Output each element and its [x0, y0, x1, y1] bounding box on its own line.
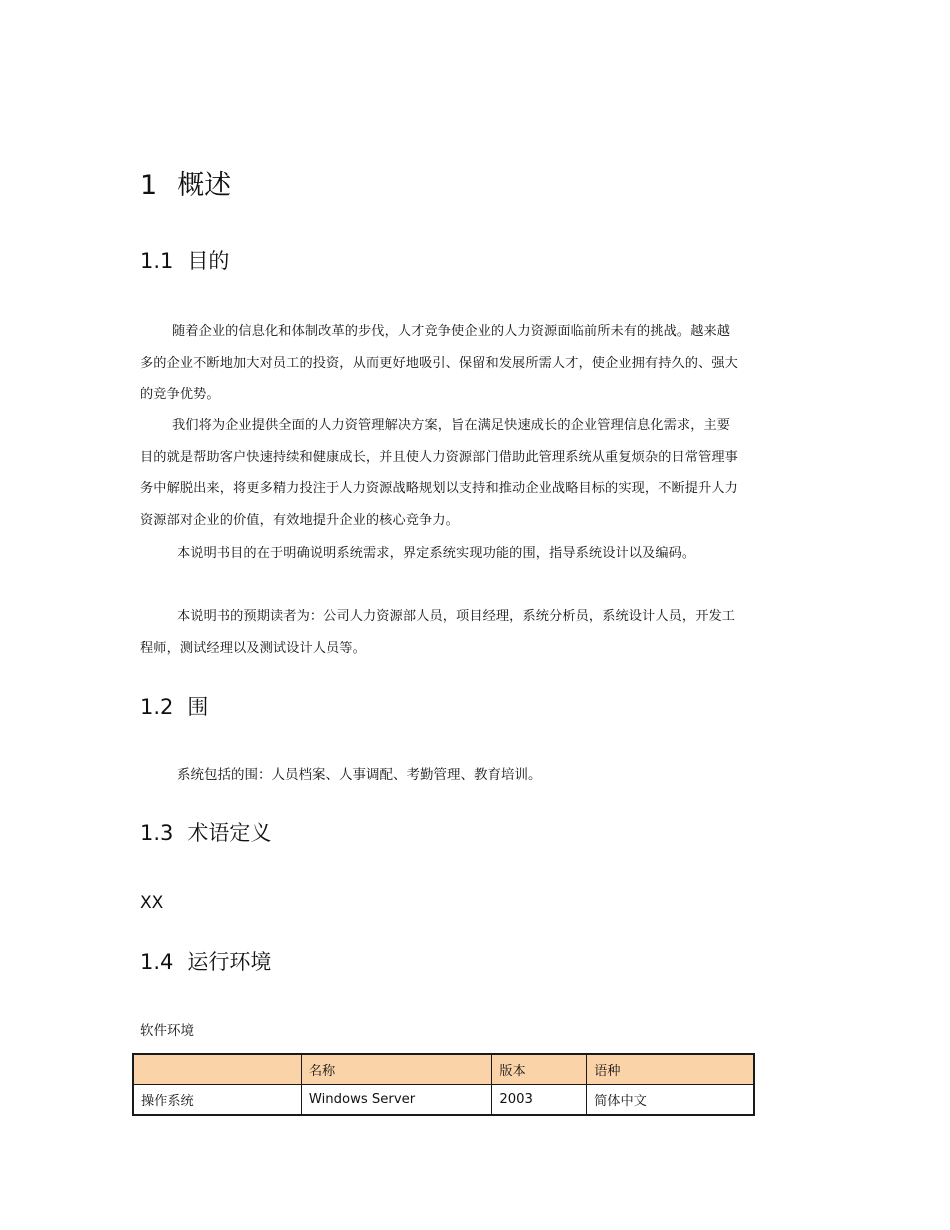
heading-number: 1.2	[140, 695, 174, 719]
heading-section-1-2	[140, 692, 208, 722]
paragraph-purpose-1: 随着企业的信息化和体制改革的步伐，人才竞争使企业的人力资源面临前所未有的挑战。越来越多的企业不断地加大对员工的投资，从而更好地吸引、保留和发展所需人才，使企业拥有持久的、强大的竞争优势。	[140, 324, 738, 402]
table-cell: 简体中文	[587, 1085, 754, 1116]
heading-title: 术语定义	[187, 821, 272, 845]
table-cell: Windows Server	[301, 1085, 491, 1116]
table-header-cell: 名称	[301, 1054, 491, 1085]
heading-section-1-3	[140, 818, 271, 848]
scope-text: 系统包括的围：人员档案、人事调配、考勤管理、教育培训。	[177, 767, 542, 783]
table-cell: 操作系统	[133, 1085, 301, 1116]
heading-title: 目的	[187, 249, 230, 273]
table-header-cell: 语种	[587, 1054, 754, 1085]
table-cell: 2003	[492, 1085, 587, 1116]
heading-section-1	[140, 168, 231, 204]
table-header-cell	[133, 1054, 301, 1085]
table-header-row	[133, 1054, 754, 1085]
heading-title: 围	[187, 695, 209, 719]
software-env-label: 软件环境	[140, 1023, 194, 1039]
paragraph-purpose-2: 我们将为企业提供全面的人力资管理解决方案，旨在满足快速成长的企业管理信息化需求，主要目的就是帮助客户快速持续和健康成长，并且使人力资源部门借助此管理系统从重复烦杂的日常管理事务中解脱出来，将更多精力投注于人力资源战略规划以支持和推动企业战略目标的实现，不断提升人力资源部对企业的价值，有效地提升企业的核心竞争力。	[140, 418, 738, 528]
heading-number: 1	[140, 170, 158, 201]
terms-text: XX	[140, 893, 164, 913]
table-row	[133, 1085, 754, 1116]
heading-title: 运行环境	[187, 950, 272, 974]
heading-number: 1.3	[140, 821, 174, 845]
paragraph-purpose-4: 本说明书的预期读者为：公司人力资源部人员，项目经理，系统分析员，系统设计人员，开发工程师，测试经理以及测试设计人员等。	[140, 609, 736, 656]
heading-section-1-4	[140, 947, 271, 977]
software-env-table	[132, 1053, 755, 1116]
heading-section-1-1	[140, 246, 229, 276]
heading-number: 1.4	[140, 950, 174, 974]
heading-title: 概述	[177, 170, 232, 201]
heading-number: 1.1	[140, 249, 174, 273]
table-header-cell: 版本	[492, 1054, 587, 1085]
paragraph-purpose-3: 本说明书目的在于明确说明系统需求，界定系统实现功能的围，指导系统设计以及编码。	[177, 546, 696, 561]
